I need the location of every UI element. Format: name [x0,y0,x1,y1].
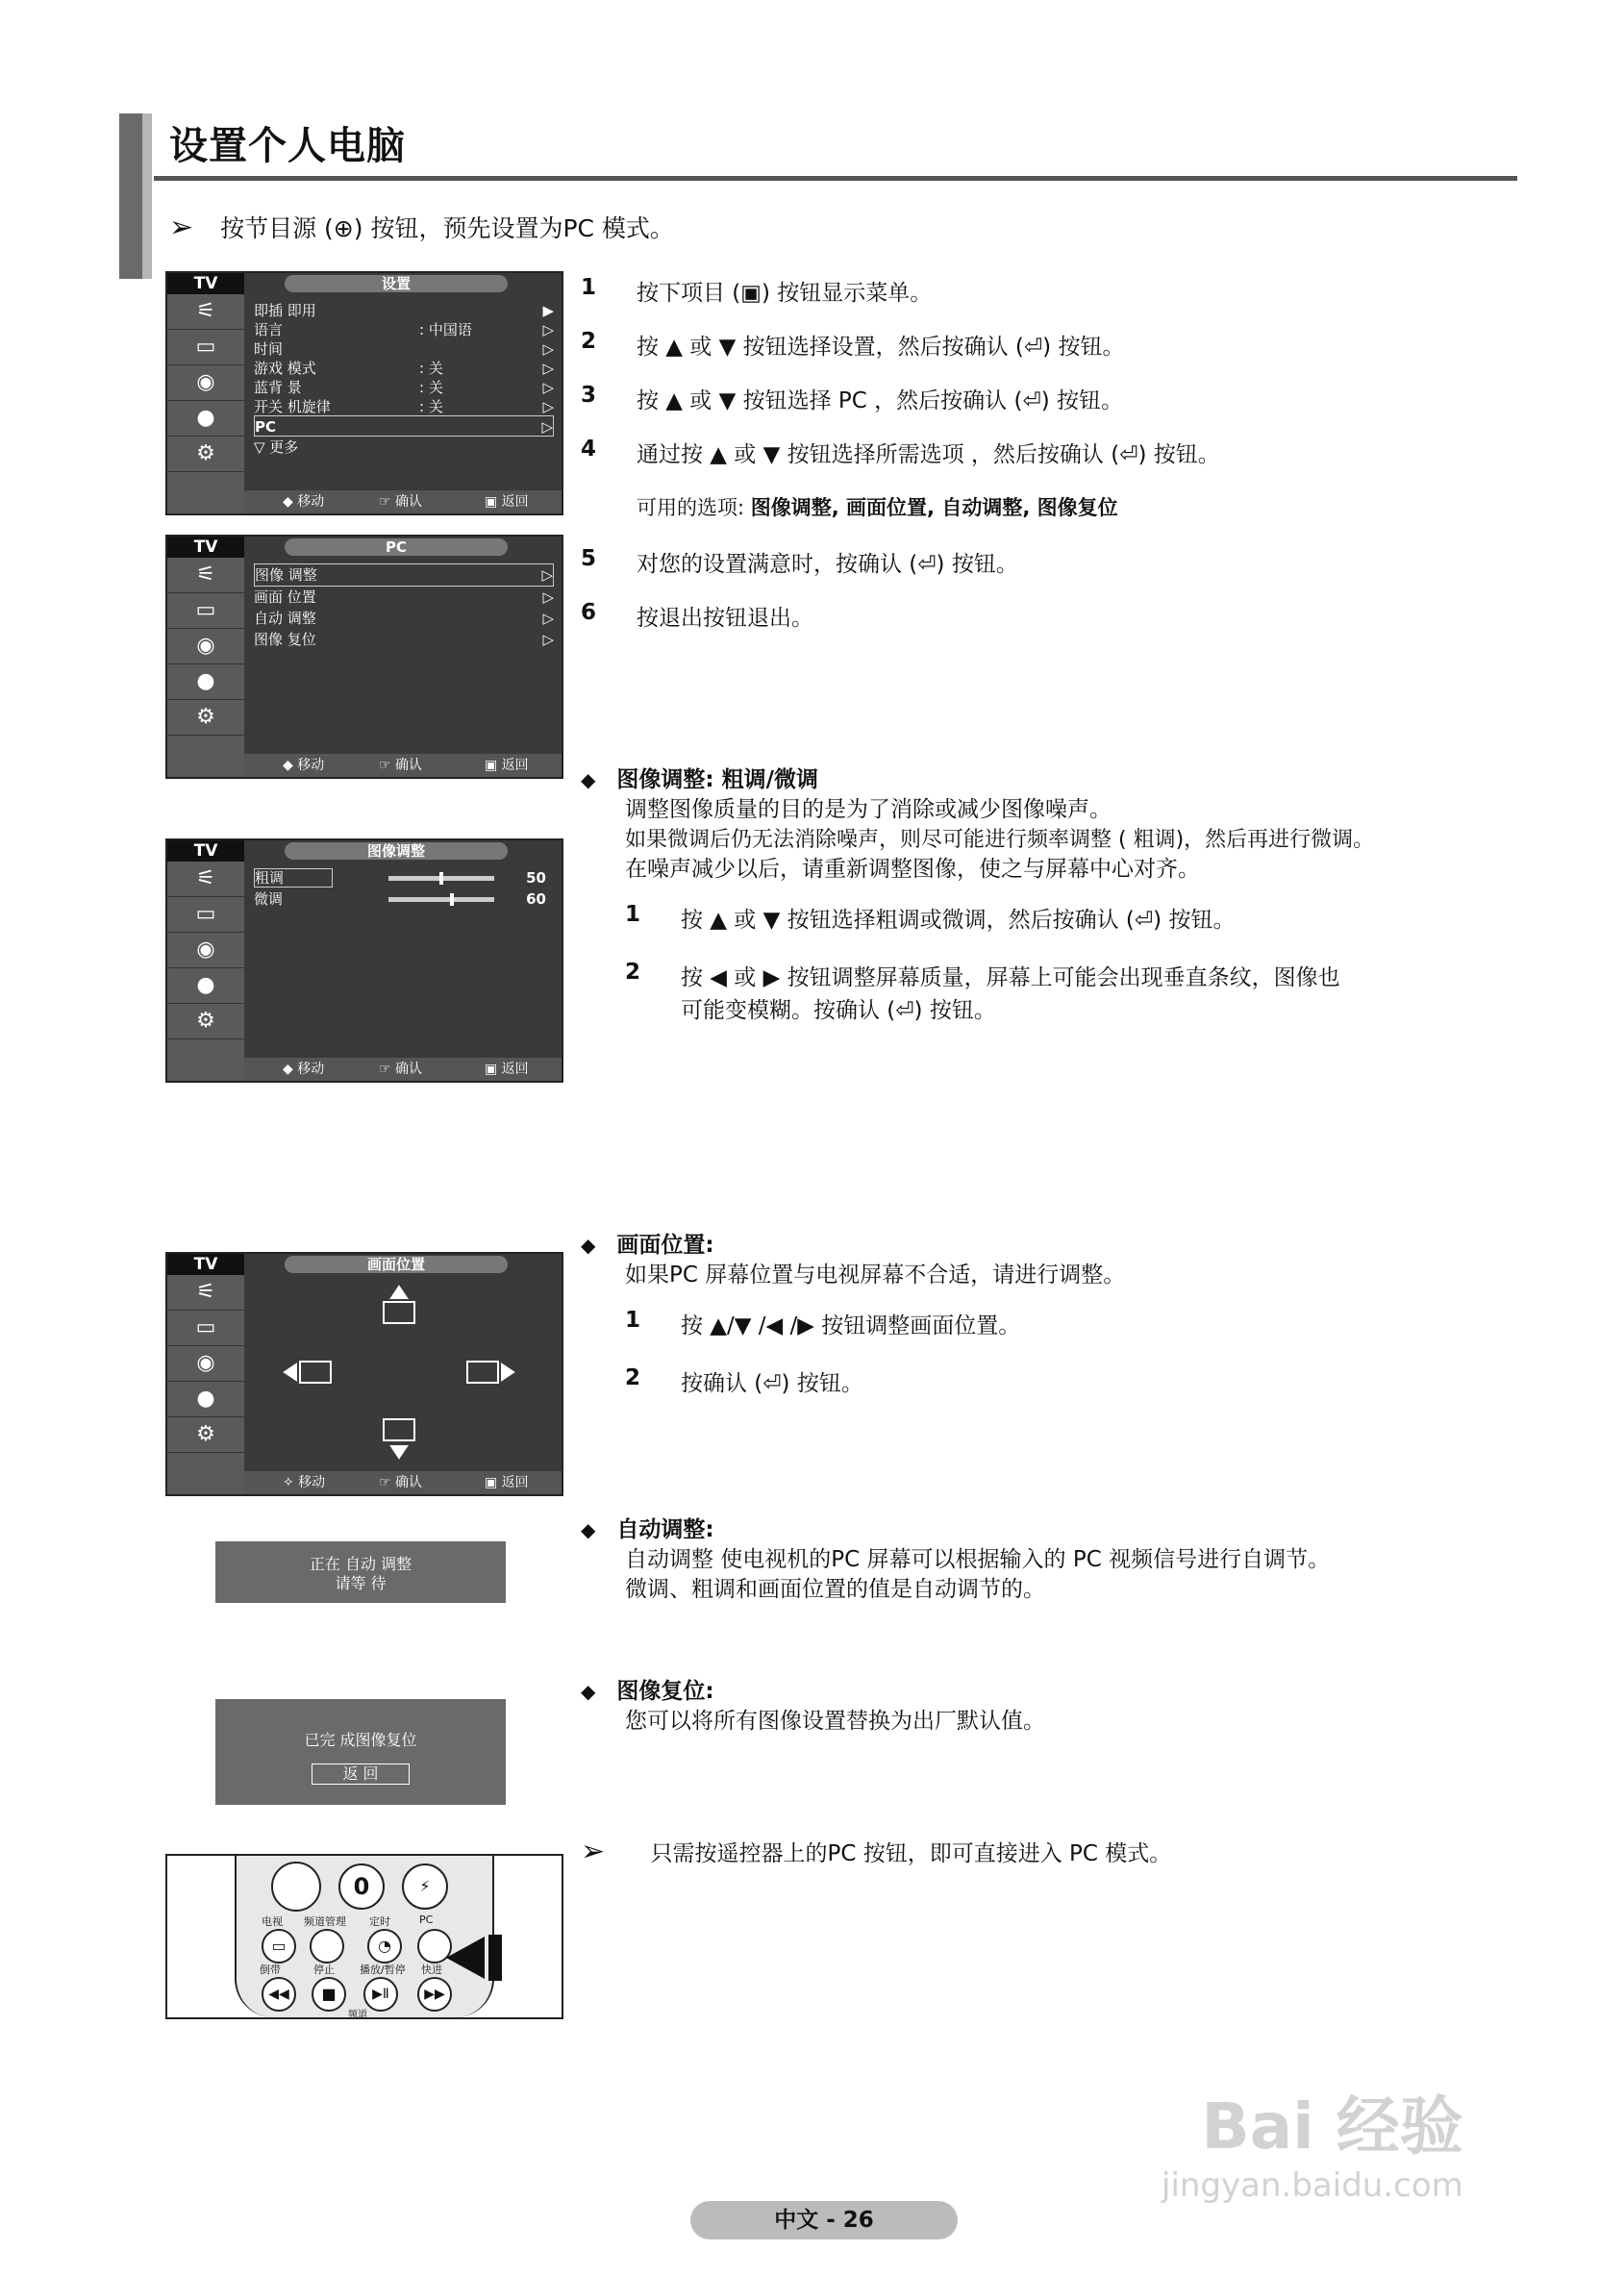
gear-icon: ⚙ [167,1004,244,1039]
back-button[interactable]: 返 回 [312,1763,410,1785]
fine-slider[interactable] [388,897,494,902]
menu-title: 画面位置 [285,1256,508,1273]
rewind-button: ◀◀ [262,1977,296,2012]
menu-footer: ◆ 移动 ☞ 确认 ▣ 返回 [244,1058,562,1081]
fast-forward-button: ▶▶ [417,1977,452,2012]
remote-illustration: 0 ⚡ 电视 频道管理 定时 PC ▭ ◔ 倒带 停止 播放/暂停 快进 ◀◀ ■ ▶Ⅱ ▶▶ 频道 [165,1854,563,2019]
move-left-icon [285,1362,331,1383]
title-accent-bar-light [142,113,152,279]
menu-row[interactable]: 图像 复位 ▷ [254,631,554,648]
menu-body [254,867,554,910]
menu-row-selected[interactable]: 图像 调整 ▷ [254,563,554,587]
menu-footer: ✧ 移动 ☞ 确认 ▣ 返回 [244,1471,562,1494]
coarse-slider[interactable] [388,876,494,881]
section-image-adjust: ◆ 图像调整: 粗调/微调 调整图像质量的目的是为了消除或减少图像噪声。 如果微调后仍无法消除噪声，则尽可能进行频率调整 ( 粗调)，然后再进行微调。 在噪声减少以后，请重新调整图像，使之与屏幕中心对齐。 1 按 ▲ 或 ▼ 按钮选择粗调或微调，然后按确认 (⏎) 按钮。 2 按 ◀ 或 ▶ 按钮调整屏幕质量，屏幕上可能会出现垂直条纹，图像也 可能变模糊。按确认 (⏎) 按钮。 [581,767,1375,1023]
gear-icon: ⚙ [167,1417,244,1453]
menu-sidebar: TV ⚟ ▭ ◉ ● ⚙ [167,840,244,1081]
menu-title: 设置 [285,275,508,292]
watermark-url: jingyan.baidu.com [1162,2166,1463,2205]
slider-thumb [450,893,454,906]
fine-row[interactable]: 微调 60 [254,890,546,908]
menu-sidebar: TV ⚟ ▭ ◉ ● ⚙ [167,1254,244,1494]
menu-row[interactable]: 时间 ▷ [254,340,554,358]
section-position: ◆ 画面位置: 如果PC 屏幕位置与电视屏幕不合适，请进行调整。 1 按 ▲/▼ /◀ /▶ 按钮调整画面位置。 2 按确认 (⏎) 按钮。 [581,1233,1126,1396]
menu-position [165,1252,563,1496]
menu-row[interactable]: 即插 即用 ▶ [254,302,554,319]
play-pause-button: ▶Ⅱ [363,1977,398,2012]
menu-row[interactable]: 语言 : 中国语 ▷ [254,321,554,338]
menu-row[interactable]: 画面 位置 ▷ [254,588,554,606]
move-up-icon [384,1287,414,1323]
menu-row[interactable]: 开关 机旋律 : 关 ▷ [254,398,554,415]
tv-label: TV [167,273,244,294]
menu-row[interactable]: 游戏 模式 : 关 ▷ [254,360,554,377]
page-number: 中文 - 26 [690,2201,958,2239]
title-rule [154,176,1517,181]
intro [169,210,674,244]
image-reset-dialog: 已完 成图像复位 返 回 [215,1699,506,1805]
auto-adjust-dialog: 正在 自动 调整 请等 待 [215,1541,506,1603]
menu-row-more[interactable]: ▽ 更多 [254,438,299,456]
stop-button: ■ [312,1977,346,2012]
button-zero: 0 [338,1863,385,1910]
sound-icon: ◉ [167,933,244,968]
antenna-icon: ⚟ [167,862,244,897]
move-down-icon [384,1419,414,1458]
picture-icon: ▭ [167,1311,244,1346]
menu-sidebar [167,273,244,513]
gear-icon: ⚙ [167,437,244,472]
menu-sidebar: TV ⚟ ▭ ◉ ● ⚙ [167,537,244,777]
menu-title: 图像调整 [285,842,508,860]
watermark [1162,2075,1463,2205]
menu-row-selected[interactable]: PC ▷ [254,415,554,437]
sound-icon: ◉ [167,629,244,664]
gear-icon: ⚙ [167,700,244,736]
section-auto-adjust: ◆ 自动调整: 自动调整 使电视机的PC 屏幕可以根据输入的 PC 视频信号进行自调节。 微调、粗调和画面位置的值是自动调节的。 [581,1517,1331,1602]
menu-row[interactable]: 自动 调整 ▷ [254,610,554,627]
menu-pc [165,535,563,779]
page-title: 设置个人电脑 [169,124,406,168]
watermark-logo: Bai 经验 [1201,2089,1463,2163]
menu-body [254,300,554,458]
remote-note: ➢ 只需按遥控器上的PC 按钮，即可直接进入 PC 模式。 [581,1835,1172,1868]
channel-icon: ● [167,1382,244,1417]
slider-thumb [439,872,443,885]
menu-footer: ◆ 移动 ☞ 确认 ▣ 返回 [244,754,562,777]
pointer-arrow-icon [446,1931,513,1983]
channel-icon: ● [167,968,244,1004]
menu-footer: ◆ 移动 ☞ 确认 ▣ 返回 [244,490,562,513]
menu-title: PC [285,538,508,556]
picture-icon: ▭ [167,593,244,629]
picture-icon: ▭ [167,897,244,933]
intro-text: 按节目源 (⊕) 按钮，预先设置为PC 模式。 [220,214,674,242]
section-image-reset: ◆ 图像复位: 您可以将所有图像设置替换为出厂默认值。 [581,1679,1045,1734]
timer-button: ◔ [367,1929,402,1963]
arrow-icon: ➢ [169,211,194,244]
antenna-icon: ⚟ [167,1275,244,1311]
channel-icon: ● [167,401,244,437]
button-left [271,1862,321,1912]
menu-setup [165,271,563,515]
channel-mgr-button [310,1929,344,1963]
position-arrows [244,1275,558,1467]
picture-icon: ▭ [167,330,244,365]
sound-icon: ◉ [167,1346,244,1382]
coarse-row[interactable]: 粗调 50 [255,869,546,887]
channel-icon: ● [167,664,244,700]
sound-icon: ◉ [167,365,244,401]
move-right-icon [467,1362,513,1383]
menu-image-adjust [165,838,563,1083]
button-right: ⚡ [402,1863,448,1910]
antenna-icon: ⚟ [167,294,244,330]
arrow-icon: ➢ [581,1835,606,1868]
menu-body [254,563,554,650]
tv-button: ▭ [262,1929,296,1963]
antenna-icon: ⚟ [167,558,244,593]
menu-row[interactable]: 蓝背 景 : 关 ▷ [254,379,554,396]
